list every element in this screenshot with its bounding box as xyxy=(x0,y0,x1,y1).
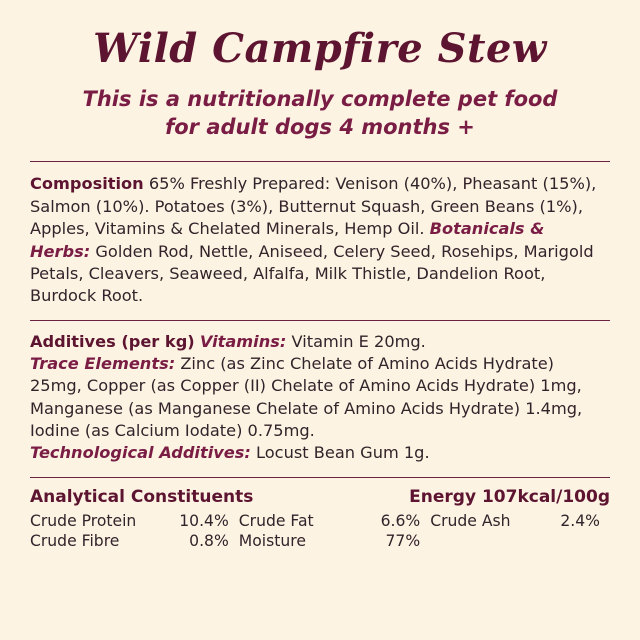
analysis-cell xyxy=(430,531,610,551)
technological-additives-text: Locust Bean Gum 1g. xyxy=(256,443,430,463)
divider-top xyxy=(30,161,610,162)
trace-elements-heading: Trace Elements: xyxy=(30,353,176,373)
technological-additives-heading: Technological Additives: xyxy=(30,443,251,463)
composition-heading: Composition xyxy=(30,174,144,194)
analysis-name: Moisture xyxy=(238,531,306,550)
energy-value: Energy 107kcal/100g xyxy=(409,486,610,507)
analysis-cell xyxy=(30,531,239,551)
analysis-value: 10.4% xyxy=(179,511,229,530)
subtitle-line-1: This is a nutritionally complete pet food xyxy=(82,87,558,111)
additives-section xyxy=(30,330,610,465)
analysis-value: 6.6% xyxy=(380,511,421,530)
vitamins-text: Vitamin E 20mg. xyxy=(291,331,426,351)
trace-elements-text: Zinc (as Zinc Chelate of Amino Acids Hydrate) 25mg, Copper (as Copper (II) Chelate of Amino Acids Hydrate) 1mg, Manganese (as Manganese Chelate of Amino Acids Hydrate) 1.4mg, Iodine (as Calcium Iodate) 0.75mg. xyxy=(30,353,583,441)
analysis-cell xyxy=(239,511,430,531)
additives-heading: Additives (per kg) xyxy=(30,331,195,351)
composition-text: 65% Freshly Prepared: Venison (40%), Pheasant (15%), Salmon (10%). Potatoes (3%), Butternut Squash, Green Beans (1%), Apples, Vitamins & Chelated Minerals, Hemp Oil. xyxy=(30,174,597,239)
composition-section xyxy=(30,171,610,307)
divider-middle xyxy=(30,320,610,321)
subtitle xyxy=(30,86,610,141)
botanicals-text: Golden Rod, Nettle, Aniseed, Celery Seed, Rosehips, Marigold Petals, Cleavers, Seaweed, Alfalfa, Milk Thistle, Dandelion Root, Burdock Root. xyxy=(30,241,594,306)
analysis-cell xyxy=(430,511,610,531)
analysis-name: Crude Ash xyxy=(430,511,511,530)
analysis-name: Crude Protein xyxy=(30,511,137,530)
analysis-value: 0.8% xyxy=(189,531,229,550)
subtitle-line-2: for adult dogs 4 months + xyxy=(165,114,475,139)
vitamins-heading: Vitamins: xyxy=(199,331,287,351)
analysis-value: 2.4% xyxy=(560,511,600,530)
analysis-cell xyxy=(239,531,430,551)
analysis-cell xyxy=(30,511,239,531)
analysis-name: Crude Fat xyxy=(238,511,314,530)
analytical-header xyxy=(30,487,610,507)
divider-bottom xyxy=(30,477,610,478)
analysis-value: 77% xyxy=(385,531,421,550)
table-row xyxy=(30,511,610,531)
botanicals-heading: Botanicals & Herbs: xyxy=(30,219,545,261)
analytical-table xyxy=(30,511,610,551)
analysis-name: Crude Fibre xyxy=(30,531,120,550)
table-row xyxy=(30,531,610,551)
page-title: Wild Campfire Stew xyxy=(93,25,547,72)
analytical-heading: Analytical Constituents xyxy=(30,486,254,507)
